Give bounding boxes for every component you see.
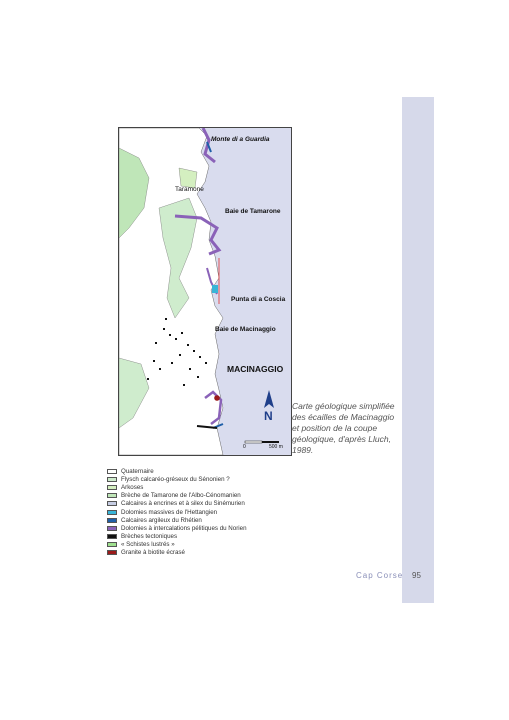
legend-item	[107, 467, 247, 475]
scale-end-label: 500 m	[269, 444, 283, 450]
legend-swatch	[107, 501, 117, 506]
legend-label: Calcaires argileux du Rhétien	[121, 516, 202, 524]
legend-item	[107, 500, 247, 508]
legend-swatch	[107, 534, 117, 539]
monte-label: Monte di a Guardia	[211, 136, 270, 143]
legend-item	[107, 541, 247, 549]
legend-item	[107, 475, 247, 483]
geological-map	[118, 127, 292, 456]
legend-item	[107, 483, 247, 491]
legend-label: Flysch calcaréo-gréseux du Sénonien ?	[121, 475, 230, 483]
map-legend	[107, 467, 247, 557]
legend-label: Granite à biotite écrasé	[121, 549, 185, 557]
legend-label: Dolomies à intercalations pélitiques du Norien	[121, 524, 247, 532]
map-caption: Carte géologique simplifiée des écailles de Macinaggio et position de la coupe géologique, d'après Lluch, 1989.	[292, 401, 395, 455]
legend-item	[107, 492, 247, 500]
legend-swatch	[107, 493, 117, 498]
legend-label: Arkoses	[121, 483, 144, 491]
map-drawing	[119, 128, 291, 455]
legend-label: Brèche de Tamarone de l'Albo-Cénomanien	[121, 492, 241, 500]
legend-swatch	[107, 510, 117, 515]
legend-label: Brèches tectoniques	[121, 533, 178, 541]
legend-label: Quaternaire	[121, 467, 154, 475]
legend-item	[107, 508, 247, 516]
punta-label: Punta di a Coscia	[231, 296, 286, 303]
legend-label: « Schistes lustrés »	[121, 541, 175, 549]
legend-swatch	[107, 469, 117, 474]
legend-item	[107, 524, 247, 532]
scale-zero-label: 0	[243, 444, 246, 450]
legend-label: Calcaires à encrines et à silex du Sinémurien	[121, 500, 245, 508]
section-title: Cap Corse	[356, 571, 404, 580]
page-number: 95	[412, 571, 421, 580]
legend-swatch	[107, 518, 117, 523]
legend-swatch	[107, 477, 117, 482]
macinaggio-label: MACINAGGIO	[227, 364, 284, 374]
side-band	[402, 97, 434, 603]
legend-swatch	[107, 550, 117, 555]
legend-item	[107, 549, 247, 557]
baie-tamarone-label: Baie de Tamarone	[225, 208, 281, 215]
svg-text:N: N	[264, 409, 273, 423]
taramone-label: Taramone	[175, 186, 204, 193]
legend-item	[107, 516, 247, 524]
legend-label: Dolomies massives de l'Hettangien	[121, 508, 218, 516]
legend-swatch	[107, 542, 117, 547]
legend-swatch	[107, 485, 117, 490]
legend-swatch	[107, 526, 117, 531]
legend-item	[107, 533, 247, 541]
baie-macinaggio-label: Baie de Macinaggio	[215, 326, 276, 333]
